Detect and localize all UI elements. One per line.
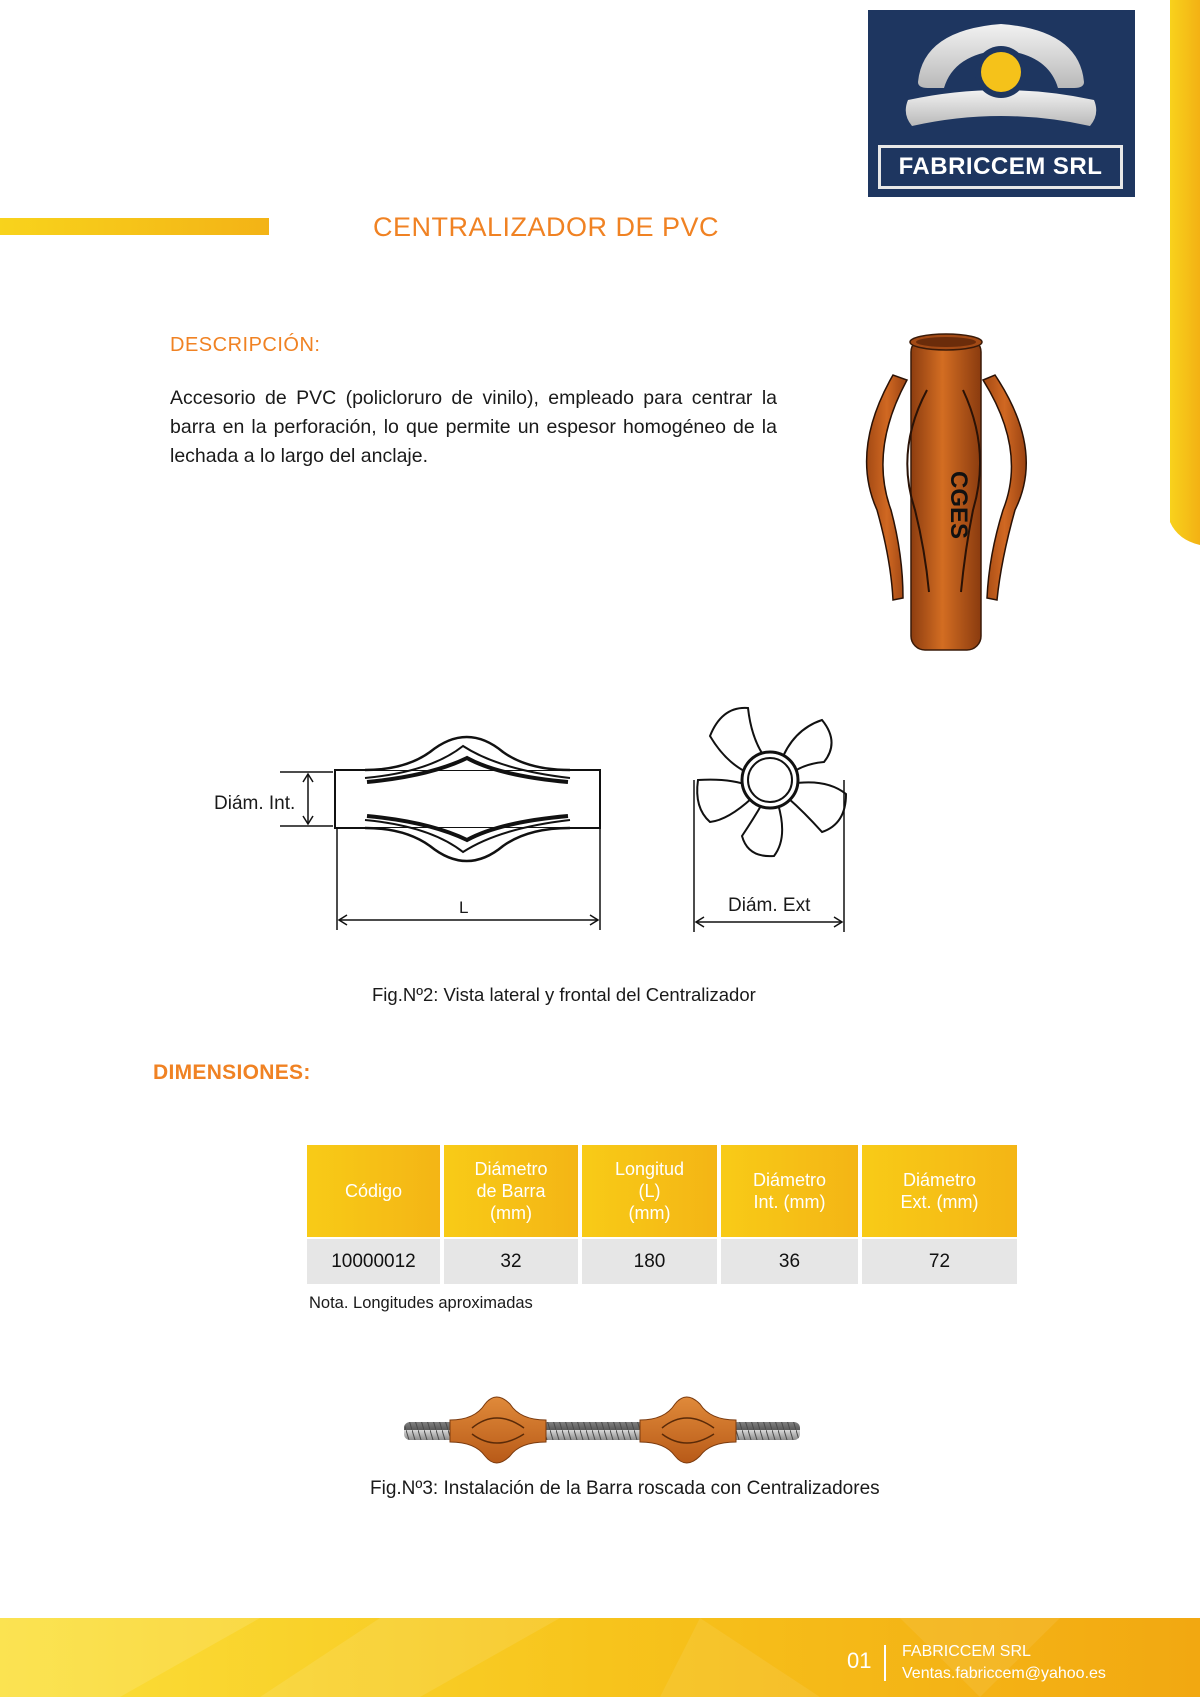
figure3-installation-image <box>400 1390 805 1470</box>
table-note: Nota. Longitudes aproximadas <box>309 1294 533 1312</box>
figure3-caption: Fig.Nº3: Instalación de la Barra roscada con Centralizadores <box>370 1478 880 1499</box>
dimensions-heading: DIMENSIONES: <box>153 1061 311 1084</box>
decorative-side-band <box>1160 0 1200 545</box>
table-cell: 180 <box>582 1237 717 1284</box>
centralizer-product-image <box>855 330 1045 660</box>
table-cell: 32 <box>444 1237 578 1284</box>
table-cell: 36 <box>721 1237 858 1284</box>
label-diam-int: Diám. Int. <box>214 793 296 814</box>
logo-wordmark: FABRICCEM SRL <box>898 153 1103 180</box>
table-header-cell: Diámetro Int. (mm) <box>721 1145 858 1237</box>
title-accent-bar <box>0 218 269 235</box>
description-body: Accesorio de PVC (policloruro de vinilo), empleado para centrar la barra en la perforación, lo que permite un espesor homogéneo de la lechada a lo largo del anclaje. <box>170 387 777 467</box>
hard-hat-icon <box>868 10 1135 145</box>
table-header-row <box>307 1145 1017 1237</box>
table-row <box>307 1237 1017 1284</box>
footer-company: FABRICCEM SRL <box>902 1643 1031 1660</box>
table-header-cell: Código <box>307 1145 440 1237</box>
figure2-side-view <box>205 720 615 940</box>
description-heading: DESCRIPCIÓN: <box>170 334 321 356</box>
footer-email-link[interactable]: Ventas.fabriccem@yahoo.es <box>902 1665 1106 1682</box>
company-logo <box>868 10 1135 197</box>
label-length: L <box>459 898 469 917</box>
footer-divider <box>884 1645 886 1681</box>
label-diam-ext: Diám. Ext <box>728 895 811 916</box>
page-number: 01 <box>847 1648 872 1673</box>
logo-wordmark-box <box>878 145 1123 189</box>
table-cell: 72 <box>862 1237 1017 1284</box>
table-header-cell: Diámetro de Barra (mm) <box>444 1145 578 1237</box>
product-mark: CGES <box>945 470 972 540</box>
table-header-cell: Longitud (L) (mm) <box>582 1145 717 1237</box>
table-cell: 10000012 <box>307 1237 440 1284</box>
page-title: CENTRALIZADOR DE PVC <box>373 212 720 242</box>
figure2-caption: Fig.Nº2: Vista lateral y frontal del Centralizador <box>372 984 756 1005</box>
table-header-cell: Diámetro Ext. (mm) <box>862 1145 1017 1237</box>
dimensions-table <box>303 1145 1021 1284</box>
